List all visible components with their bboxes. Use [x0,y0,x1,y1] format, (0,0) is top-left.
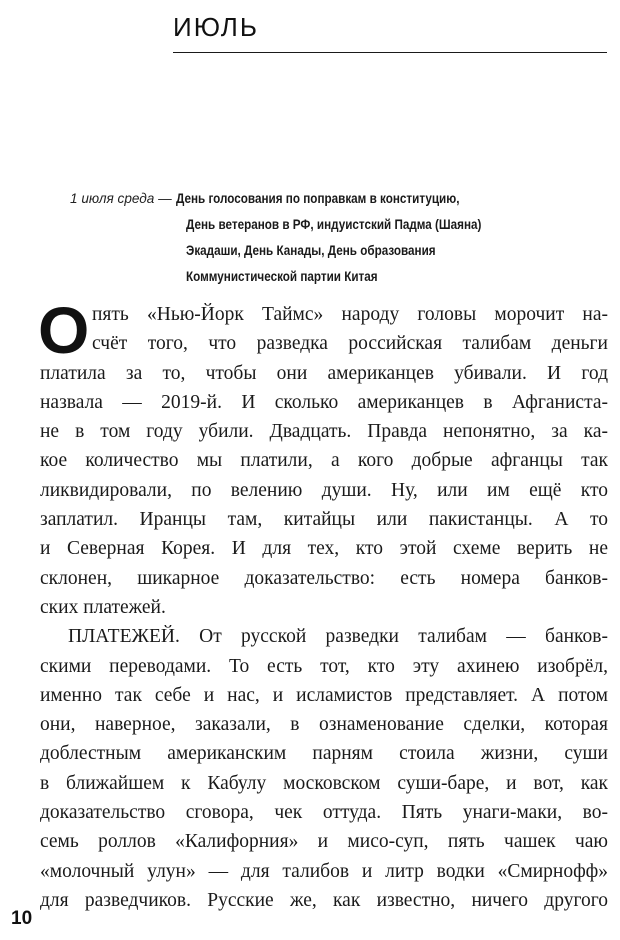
epigraph-line: День голосования по поправкам в конституцию, [175,191,459,206]
header-title: ИЮЛЬ [173,12,259,42]
text-line: назвала — 2019-й. И сколько американцев в Афганиста- [40,391,608,413]
text-line: они, наверное, заказали, в ознаменование сделки, которая [40,714,608,736]
text-line: для разведчиков. Русские же, как известно, ничего другого [40,889,608,911]
text-line: скими переводами. То есть тот, кто эту ахинею изобрёл, [40,655,608,677]
text-line: платила за то, чтобы они американцев убивали. И год [40,362,608,384]
text-line: не в том году убили. Двадцать. Правда непонятно, за ка- [40,421,608,443]
epigraph-line: Коммунистической партии Китая [186,269,378,284]
epigraph-row [70,212,610,238]
text-line: и Северная Корея. И для тех, кто этой схеме верить не [40,538,608,560]
date-epigraph [70,186,610,290]
body-text [38,293,608,915]
text-line: пять «Нью-Йорк Таймс» народу головы морочит на- [92,304,608,325]
epigraph-line: День ветеранов в РФ, индуистский Падма (Шаяна) [186,217,482,232]
text-line: счёт того, что разведка российская талибам деньги [92,333,608,355]
page-number: 10 [11,908,33,929]
text-line: заплатил. Иранцы там, китайцы или пакистанцы. А то [40,509,608,531]
text-line: ПЛАТЕЖЕЙ. От русской разведки талибам — банков- [68,626,608,648]
running-header [173,10,607,53]
text-line: именно так себе и нас, и исламистов представляет. А потом [40,684,608,706]
drop-cap: О [38,293,90,367]
epigraph-row [70,186,610,212]
text-line: кое количество мы платили, а кого добрые афганцы так [40,450,608,472]
epigraph-date: 1 июля среда [70,191,155,206]
text-line: в ближайшем к Кабулу московском суши-баре, и вот, как [40,772,608,794]
text-line: доказательство сговора, чек оттуда. Пять унаги-маки, во- [40,802,608,824]
text-line: склонен, шикарное доказательство: есть номера банков- [40,567,608,589]
epigraph-line: Экадаши, День Канады, День образования [186,243,436,258]
epigraph-row [70,264,610,290]
epigraph-dash: — [154,191,176,206]
text-line: «молочный улун» — для талибов и литр водки «Смирнофф» [40,860,608,882]
text-line: ликвидировали, по велению души. Ну, или им ещё кто [40,479,608,501]
text-line: ских платежей. [40,596,166,618]
text-line: доблестным американским парням стоила жизни, суши [40,743,608,765]
epigraph-row [70,238,610,264]
text-line: семь роллов «Калифорния» и мисо-суп, пять чашек чаю [40,831,608,853]
